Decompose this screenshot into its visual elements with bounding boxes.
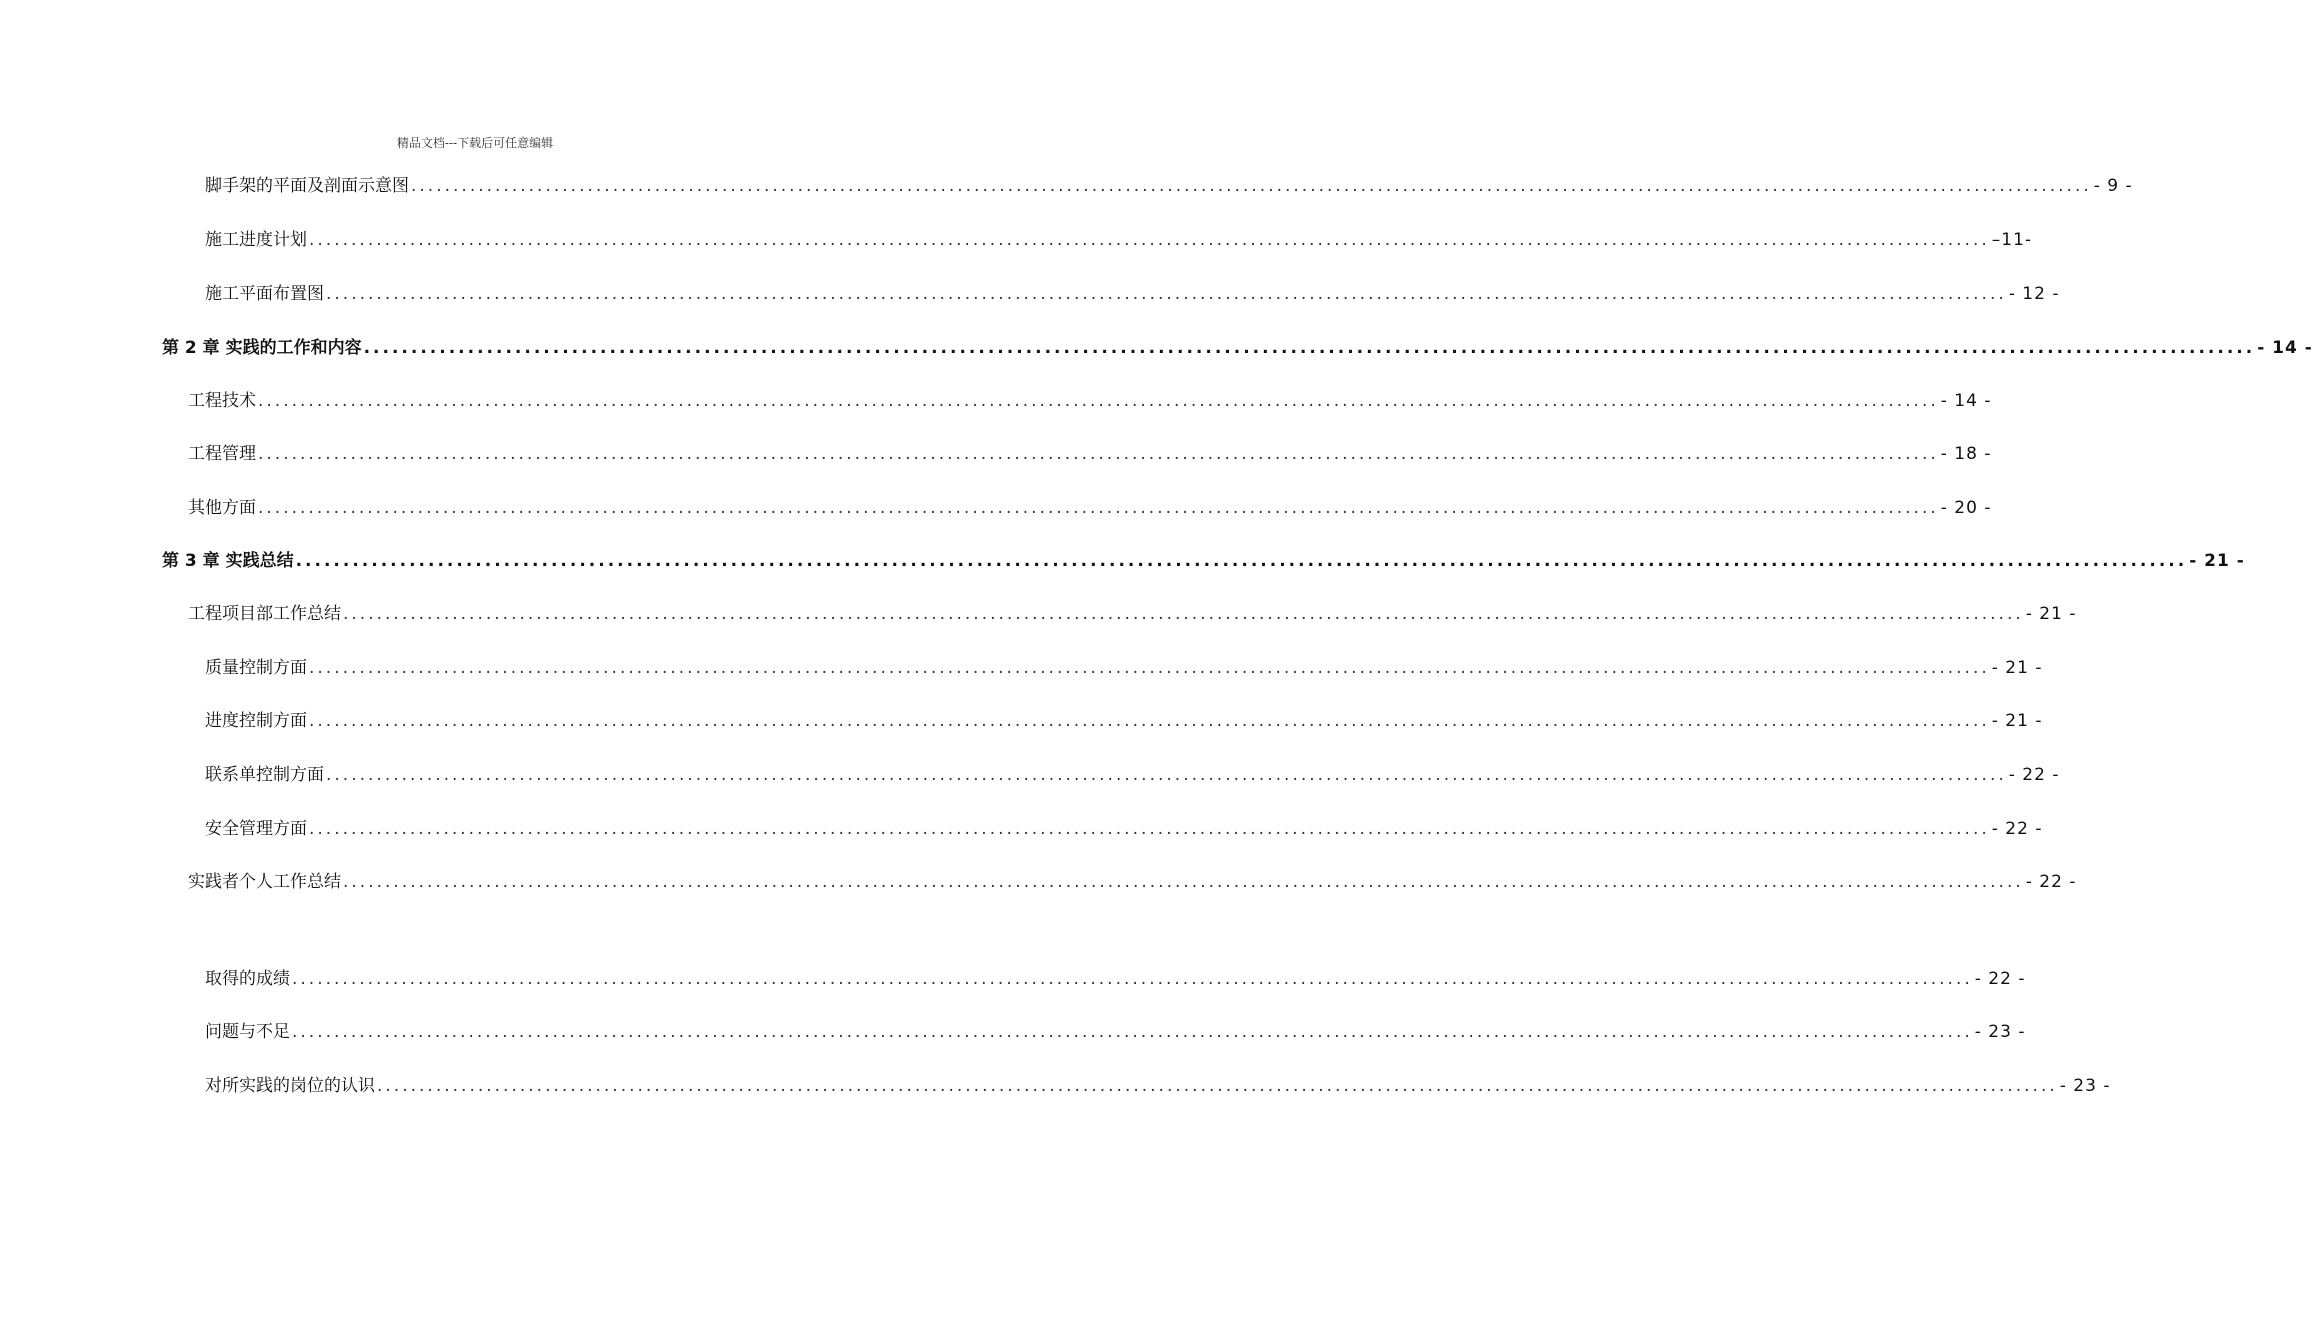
toc-leader-dots: ........................................................................................................................................................................................................ <box>309 230 1990 250</box>
toc-entry[interactable] <box>205 227 2033 253</box>
toc-leader-dots: ........................................................................................................................................................................................................ <box>343 604 2024 624</box>
toc-entry-title: 第 3 章 实践总结 <box>162 551 294 571</box>
toc-entry[interactable] <box>205 1019 2026 1045</box>
toc-entry[interactable] <box>188 441 1992 467</box>
toc-entry-page: - 22 - <box>2025 872 2077 892</box>
toc-entry-title: 问题与不足 <box>205 1022 290 1042</box>
toc-leader-dots: ........................................................................................................................................................................................................ <box>292 1022 1973 1042</box>
toc-entry-title: 脚手架的平面及剖面示意图 <box>205 176 409 196</box>
toc-leader-dots: ........................................................................................................................................................................................................ <box>309 711 1990 731</box>
toc-entry-title: 工程管理 <box>188 444 256 464</box>
toc-entry-page: - 21 - <box>1991 711 2043 731</box>
toc-leader-dots: ........................................................................................................................................................................................................ <box>363 338 2256 358</box>
toc-leader-dots: ........................................................................................................................................................................................................ <box>292 969 1973 989</box>
toc-entry[interactable] <box>205 281 2060 307</box>
toc-entry-page: - 23 - <box>2059 1076 2111 1096</box>
toc-entry[interactable] <box>205 966 2026 992</box>
toc-entry[interactable] <box>205 655 2043 681</box>
toc-entry-title: 第 2 章 实践的工作和内容 <box>162 338 362 358</box>
page-header: 精品文档---下载后可任意编辑 <box>396 136 554 150</box>
toc-entry-page: - 14 - <box>1940 391 1992 411</box>
toc-entry-title: 工程技术 <box>188 391 256 411</box>
toc-leader-dots: ........................................................................................................................................................................................................ <box>309 819 1990 839</box>
toc-entry-page: - 9 - <box>2093 176 2133 196</box>
toc-entry-page: - 18 - <box>1940 444 1992 464</box>
toc-entry-title: 施工平面布置图 <box>205 284 324 304</box>
toc-leader-dots: ........................................................................................................................................................................................................ <box>326 765 2007 785</box>
toc-entry-page: - 12 - <box>2008 284 2060 304</box>
toc-entry-page: - 21 - <box>2025 604 2077 624</box>
toc-entry-page: - 22 - <box>2008 765 2060 785</box>
toc-entry-title: 施工进度计划 <box>205 230 307 250</box>
toc-entry[interactable] <box>205 762 2060 788</box>
toc-entry-title: 质量控制方面 <box>205 658 307 678</box>
toc-entry[interactable] <box>205 816 2043 842</box>
toc-entry-page: - 21 - <box>1991 658 2043 678</box>
toc-entry[interactable] <box>188 495 1992 521</box>
toc-entry[interactable] <box>188 601 2077 627</box>
toc-leader-dots: ........................................................................................................................................................................................................ <box>258 391 1939 411</box>
toc-entry-page: - 14 - <box>2257 338 2313 358</box>
toc-entry-page: - 22 - <box>1991 819 2043 839</box>
toc-entry-title: 安全管理方面 <box>205 819 307 839</box>
toc-entry-title: 工程项目部工作总结 <box>188 604 341 624</box>
toc-chapter-entry[interactable] <box>162 335 2313 361</box>
toc-entry[interactable] <box>205 1073 2111 1099</box>
toc-leader-dots: ........................................................................................................................................................................................................ <box>343 872 2024 892</box>
toc-entry-title: 对所实践的岗位的认识 <box>205 1076 375 1096</box>
toc-entry[interactable] <box>188 869 2077 895</box>
toc-entry-title: 联系单控制方面 <box>205 765 324 785</box>
toc-entry-page: - 22 - <box>1974 969 2026 989</box>
toc-entry[interactable] <box>205 708 2043 734</box>
toc-entry-page: –11- <box>1991 230 2033 250</box>
toc-entry[interactable] <box>205 173 2133 199</box>
toc-entry-page: - 21 - <box>2189 551 2245 571</box>
toc-leader-dots: ........................................................................................................................................................................................................ <box>295 551 2188 571</box>
toc-leader-dots: ........................................................................................................................................................................................................ <box>326 284 2007 304</box>
toc-leader-dots: ........................................................................................................................................................................................................ <box>309 658 1990 678</box>
toc-entry-title: 取得的成绩 <box>205 969 290 989</box>
toc-leader-dots: ........................................................................................................................................................................................................ <box>258 498 1939 518</box>
toc-entry-page: - 20 - <box>1940 498 1992 518</box>
toc-entry-title: 进度控制方面 <box>205 711 307 731</box>
toc-entry-page: - 23 - <box>1974 1022 2026 1042</box>
toc-entry-title: 实践者个人工作总结 <box>188 872 341 892</box>
toc-leader-dots: ........................................................................................................................................................................................................ <box>411 176 2092 196</box>
toc-chapter-entry[interactable] <box>162 548 2245 574</box>
toc-leader-dots: ........................................................................................................................................................................................................ <box>258 444 1939 464</box>
toc-entry[interactable] <box>188 388 1992 414</box>
toc-leader-dots: ........................................................................................................................................................................................................ <box>377 1076 2058 1096</box>
toc-entry-title: 其他方面 <box>188 498 256 518</box>
